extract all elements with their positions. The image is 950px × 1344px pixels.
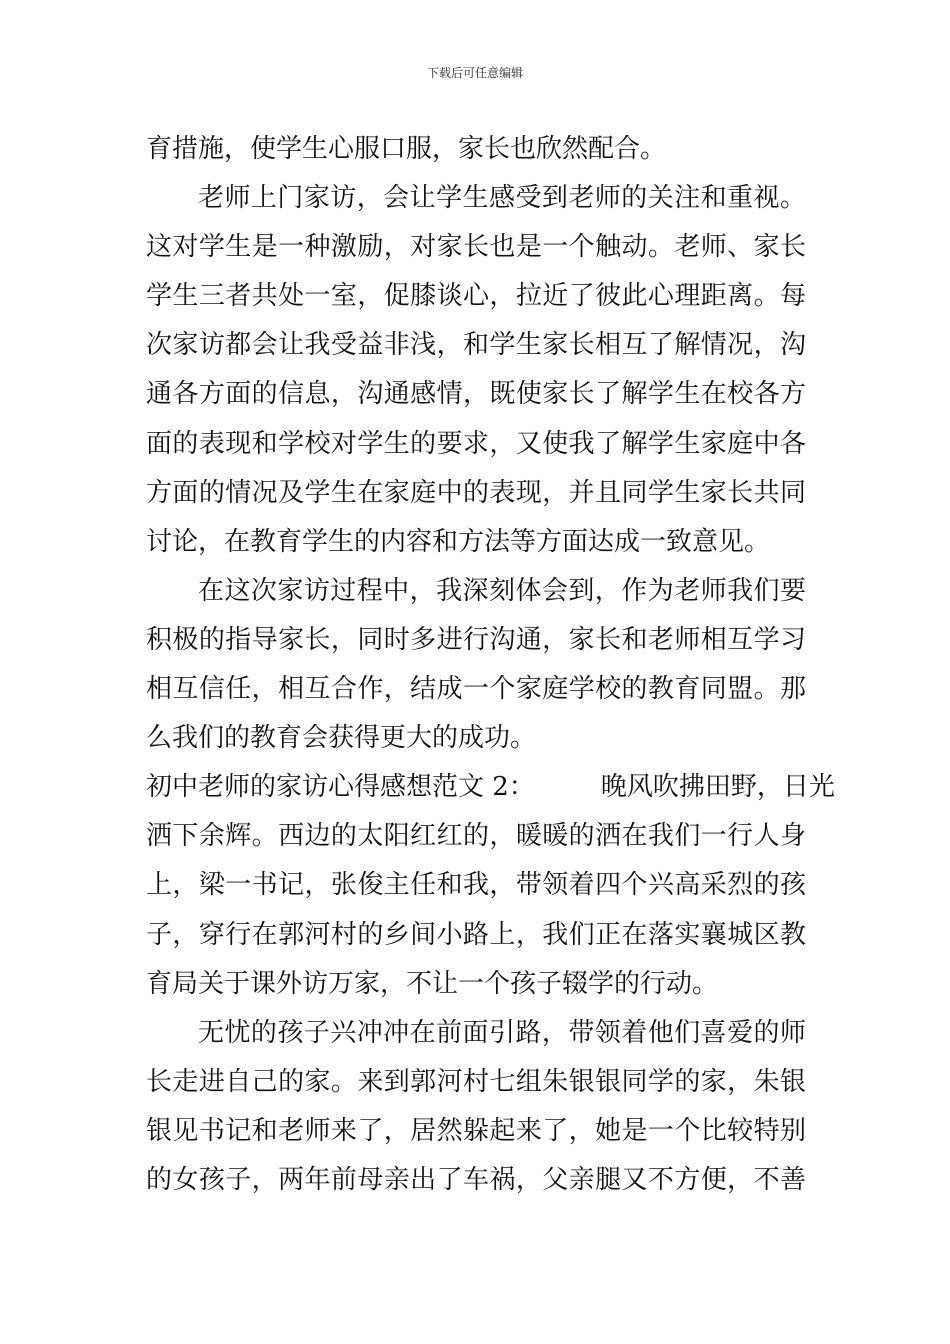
text-line-11: 积极的指导家长，同时多进行沟通，家长和老师相互学习 xyxy=(146,624,806,655)
text-line-18: 育局关于课外访万家，不让一个孩子辍学的行动。 xyxy=(146,968,719,999)
text-line-8: 方面的情况及学生在家庭中的表现，并且同学生家长共同 xyxy=(146,477,806,508)
text-line-5: 次家访都会让我受益非浅，和学生家长相互了解情况，沟 xyxy=(146,330,806,361)
text-line-6: 通各方面的信息，沟通感情，既使家长了解学生在校各方 xyxy=(146,379,806,410)
text-line-2: 老师上门家访，会让学生感受到老师的关注和重视。 xyxy=(198,183,806,214)
text-line-22: 的女孩子，两年前母亲出了车祸，父亲腿又不方便，不善 xyxy=(146,1164,806,1195)
text-line-7: 面的表现和学校对学生的要求，又使我了解学生家庭中各 xyxy=(146,428,806,459)
text-line-12: 相互信任，相互合作，结成一个家庭学校的教育同盟。那 xyxy=(146,674,806,705)
document-body xyxy=(146,125,835,1205)
text-line-16: 上，梁一书记，张俊主任和我，带领着四个兴高采烈的孩 xyxy=(146,870,806,901)
text-line-10: 在这次家访过程中，我深刻体会到，作为老师我们要 xyxy=(198,575,806,606)
text-line-19: 无忧的孩子兴冲冲在前面引路，带领着他们喜爱的师 xyxy=(198,1017,806,1048)
section-opening-text: 晚风吹拂田野，日光 xyxy=(600,772,835,803)
page-header-note: 下载后可任意编辑 xyxy=(426,66,523,80)
text-line-13: 么我们的教育会获得更大的成功。 xyxy=(146,723,537,754)
text-line-17: 子，穿行在郭河村的乡间小路上，我们正在落实襄城区教 xyxy=(146,919,806,950)
text-line-21: 银见书记和老师来了，居然躲起来了，她是一个比较特别 xyxy=(146,1115,806,1146)
text-line-15: 洒下余辉。西边的太阳红红的，暖暖的洒在我们一行人身 xyxy=(146,821,806,852)
text-line-20: 长走进自己的家。来到郭河村七组朱银银同学的家，朱银 xyxy=(146,1066,806,1097)
text-line-1: 育措施，使学生心服口服，家长也欣然配合。 xyxy=(146,134,667,164)
text-line-9: 讨论，在教育学生的内容和方法等方面达成一致意见。 xyxy=(146,526,771,557)
text-line-14 xyxy=(146,763,835,812)
text-line-3: 这对学生是一种激励，对家长也是一个触动。老师、家长 xyxy=(146,232,806,263)
text-line-4: 学生三者共处一室，促膝谈心，拉近了彼此心理距离。每 xyxy=(146,281,806,312)
section-heading: 初中老师的家访心得感想范文 2： xyxy=(146,772,535,803)
